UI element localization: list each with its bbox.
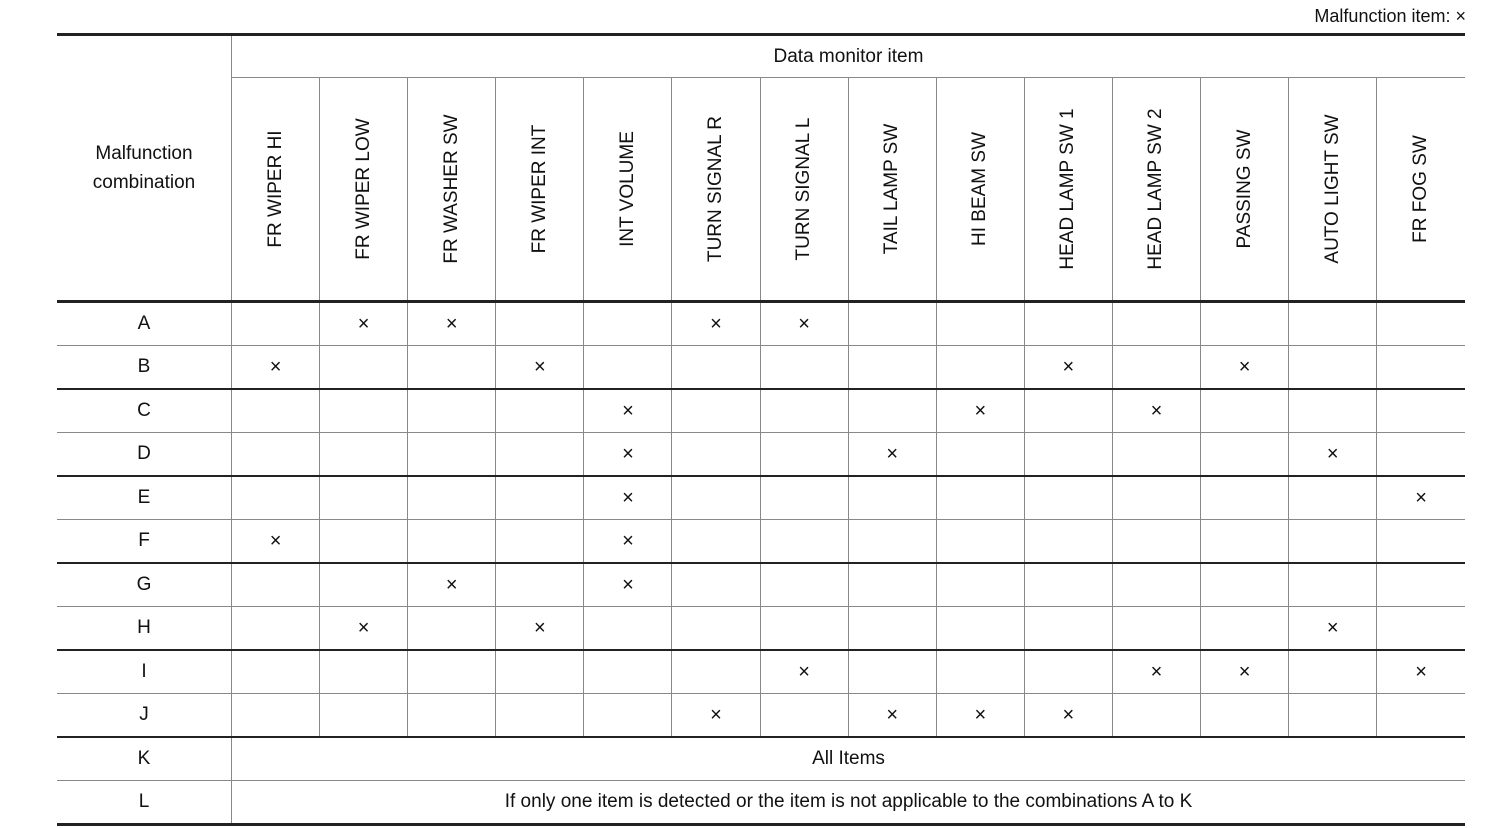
empty-cell <box>760 433 848 477</box>
malfunction-mark: × <box>1289 607 1377 651</box>
column-header-label: TURN SIGNAL L <box>793 117 815 261</box>
malfunction-combination-table <box>57 33 1465 826</box>
empty-cell <box>1201 694 1289 738</box>
table-row <box>57 346 1465 390</box>
malfunction-mark: × <box>760 650 848 694</box>
empty-cell <box>496 433 584 477</box>
malfunction-mark: × <box>1112 650 1200 694</box>
empty-cell <box>760 476 848 520</box>
malfunction-mark: × <box>1024 694 1112 738</box>
empty-cell <box>1289 563 1377 607</box>
column-header-label: HEAD LAMP SW 1 <box>1057 108 1079 270</box>
empty-cell <box>1289 650 1377 694</box>
row-label: A <box>57 302 232 346</box>
empty-cell <box>584 607 672 651</box>
empty-cell <box>848 346 936 390</box>
malfunction-mark: × <box>320 302 408 346</box>
row-label: K <box>57 737 232 781</box>
empty-cell <box>320 433 408 477</box>
empty-cell <box>1112 476 1200 520</box>
empty-cell <box>1377 389 1465 433</box>
malfunction-mark: × <box>1024 346 1112 390</box>
empty-cell <box>1024 476 1112 520</box>
table-body <box>57 302 1465 825</box>
column-header <box>584 78 672 302</box>
empty-cell <box>848 650 936 694</box>
empty-cell <box>672 389 760 433</box>
malfunction-mark: × <box>1201 650 1289 694</box>
empty-cell <box>760 389 848 433</box>
empty-cell <box>232 694 320 738</box>
row-label: C <box>57 389 232 433</box>
malfunction-mark: × <box>232 346 320 390</box>
column-header-label: FR WIPER LOW <box>352 118 374 260</box>
row-label: B <box>57 346 232 390</box>
malfunction-mark: × <box>584 520 672 564</box>
table-row <box>57 607 1465 651</box>
empty-cell <box>760 520 848 564</box>
empty-cell <box>1289 302 1377 346</box>
empty-cell <box>496 389 584 433</box>
column-header <box>1289 78 1377 302</box>
empty-cell <box>848 476 936 520</box>
table-row <box>57 737 1465 781</box>
empty-cell <box>1201 433 1289 477</box>
empty-cell <box>1024 433 1112 477</box>
column-header <box>1377 78 1465 302</box>
malfunction-mark: × <box>936 694 1024 738</box>
empty-cell <box>1377 694 1465 738</box>
malfunction-mark: × <box>1289 433 1377 477</box>
column-header <box>1024 78 1112 302</box>
empty-cell <box>672 607 760 651</box>
empty-cell <box>672 433 760 477</box>
empty-cell <box>936 520 1024 564</box>
empty-cell <box>1289 476 1377 520</box>
row-label: L <box>57 781 232 825</box>
empty-cell <box>760 563 848 607</box>
empty-cell <box>760 694 848 738</box>
empty-cell <box>320 346 408 390</box>
empty-cell <box>848 389 936 433</box>
empty-cell <box>232 563 320 607</box>
malfunction-mark: × <box>584 563 672 607</box>
column-header <box>232 78 320 302</box>
empty-cell <box>1024 520 1112 564</box>
row-label: G <box>57 563 232 607</box>
empty-cell <box>1024 650 1112 694</box>
empty-cell <box>936 476 1024 520</box>
empty-cell <box>320 476 408 520</box>
malfunction-mark: × <box>672 302 760 346</box>
table-row <box>57 302 1465 346</box>
row-label: H <box>57 607 232 651</box>
legend-note: Malfunction item: × <box>1314 6 1466 26</box>
malfunction-mark: × <box>848 694 936 738</box>
row-span-text: All Items <box>232 737 1466 781</box>
empty-cell <box>320 389 408 433</box>
malfunction-mark: × <box>408 563 496 607</box>
malfunction-mark: × <box>408 302 496 346</box>
malfunction-mark: × <box>760 302 848 346</box>
empty-cell <box>848 607 936 651</box>
column-header-label: FR WIPER HI <box>264 130 286 248</box>
empty-cell <box>408 650 496 694</box>
empty-cell <box>1112 346 1200 390</box>
empty-cell <box>1377 433 1465 477</box>
empty-cell <box>408 346 496 390</box>
column-header <box>848 78 936 302</box>
empty-cell <box>760 607 848 651</box>
malfunction-mark: × <box>496 346 584 390</box>
empty-cell <box>584 346 672 390</box>
column-header <box>320 78 408 302</box>
empty-cell <box>1024 302 1112 346</box>
empty-cell <box>1112 433 1200 477</box>
empty-cell <box>408 694 496 738</box>
malfunction-mark: × <box>1112 389 1200 433</box>
empty-cell <box>232 389 320 433</box>
empty-cell <box>584 650 672 694</box>
empty-cell <box>1112 694 1200 738</box>
empty-cell <box>320 563 408 607</box>
empty-cell <box>1289 389 1377 433</box>
malfunction-mark: × <box>320 607 408 651</box>
empty-cell <box>408 607 496 651</box>
table-row <box>57 781 1465 825</box>
column-header-label: TURN SIGNAL R <box>705 115 727 263</box>
row-label: E <box>57 476 232 520</box>
malfunction-mark: × <box>584 389 672 433</box>
empty-cell <box>584 302 672 346</box>
empty-cell <box>936 650 1024 694</box>
empty-cell <box>232 650 320 694</box>
empty-cell <box>1201 389 1289 433</box>
table-row <box>57 520 1465 564</box>
empty-cell <box>408 433 496 477</box>
empty-cell <box>672 476 760 520</box>
column-header <box>1112 78 1200 302</box>
column-header-label: FR WIPER INT <box>528 124 550 254</box>
empty-cell <box>1112 563 1200 607</box>
column-header-label: INT VOLUME <box>616 131 638 247</box>
empty-cell <box>1201 563 1289 607</box>
malfunction-mark: × <box>1377 650 1465 694</box>
column-header <box>760 78 848 302</box>
empty-cell <box>1289 520 1377 564</box>
empty-cell <box>848 520 936 564</box>
empty-cell <box>1201 302 1289 346</box>
empty-cell <box>320 650 408 694</box>
empty-cell <box>936 563 1024 607</box>
column-header-label: HEAD LAMP SW 2 <box>1145 108 1167 270</box>
column-header <box>672 78 760 302</box>
empty-cell <box>320 520 408 564</box>
column-header <box>496 78 584 302</box>
empty-cell <box>496 302 584 346</box>
empty-cell <box>672 650 760 694</box>
empty-cell <box>232 433 320 477</box>
empty-cell <box>1112 302 1200 346</box>
row-label: F <box>57 520 232 564</box>
empty-cell <box>1289 694 1377 738</box>
empty-cell <box>1377 520 1465 564</box>
empty-cell <box>496 563 584 607</box>
table-row <box>57 563 1465 607</box>
empty-cell <box>1201 476 1289 520</box>
empty-cell <box>936 433 1024 477</box>
empty-cell <box>408 476 496 520</box>
row-label: I <box>57 650 232 694</box>
column-header-label: TAIL LAMP SW <box>881 123 903 255</box>
malfunction-mark: × <box>936 389 1024 433</box>
row-header-malfunction-combination: Malfunction combination <box>57 35 232 302</box>
empty-cell <box>672 563 760 607</box>
empty-cell <box>232 302 320 346</box>
empty-cell <box>496 476 584 520</box>
column-header-label: HI BEAM SW <box>969 131 991 247</box>
empty-cell <box>848 563 936 607</box>
column-header-row <box>57 78 1465 302</box>
empty-cell <box>760 346 848 390</box>
empty-cell <box>672 346 760 390</box>
empty-cell <box>1112 607 1200 651</box>
empty-cell <box>936 607 1024 651</box>
empty-cell <box>496 650 584 694</box>
empty-cell <box>1377 563 1465 607</box>
empty-cell <box>232 607 320 651</box>
malfunction-mark: × <box>584 433 672 477</box>
table-row <box>57 433 1465 477</box>
table-row <box>57 694 1465 738</box>
malfunction-mark: × <box>672 694 760 738</box>
column-header <box>1201 78 1289 302</box>
table-row <box>57 650 1465 694</box>
empty-cell <box>584 694 672 738</box>
row-label: J <box>57 694 232 738</box>
empty-cell <box>848 302 936 346</box>
empty-cell <box>1377 607 1465 651</box>
empty-cell <box>936 346 1024 390</box>
row-label: D <box>57 433 232 477</box>
malfunction-mark: × <box>848 433 936 477</box>
column-header-label: FR WASHER SW <box>440 114 462 264</box>
empty-cell <box>1201 607 1289 651</box>
empty-cell <box>1377 346 1465 390</box>
empty-cell <box>496 694 584 738</box>
row-span-text: If only one item is detected or the item is not applicable to the combinations A to K <box>232 781 1466 825</box>
empty-cell <box>320 694 408 738</box>
column-header-label: AUTO LIGHT SW <box>1321 114 1343 264</box>
empty-cell <box>408 520 496 564</box>
table-row <box>57 389 1465 433</box>
column-header <box>936 78 1024 302</box>
malfunction-mark: × <box>496 607 584 651</box>
empty-cell <box>1024 389 1112 433</box>
malfunction-mark: × <box>1377 476 1465 520</box>
malfunction-mark: × <box>1201 346 1289 390</box>
empty-cell <box>408 389 496 433</box>
column-header <box>408 78 496 302</box>
empty-cell <box>936 302 1024 346</box>
empty-cell <box>1112 520 1200 564</box>
empty-cell <box>672 520 760 564</box>
group-header-data-monitor-item: Data monitor item <box>232 35 1466 78</box>
malfunction-mark: × <box>584 476 672 520</box>
table-row <box>57 476 1465 520</box>
empty-cell <box>496 520 584 564</box>
malfunction-mark: × <box>232 520 320 564</box>
empty-cell <box>232 476 320 520</box>
empty-cell <box>1024 607 1112 651</box>
empty-cell <box>1024 563 1112 607</box>
empty-cell <box>1201 520 1289 564</box>
empty-cell <box>1377 302 1465 346</box>
column-header-label: PASSING SW <box>1233 129 1255 249</box>
column-header-label: FR FOG SW <box>1410 135 1432 243</box>
empty-cell <box>1289 346 1377 390</box>
